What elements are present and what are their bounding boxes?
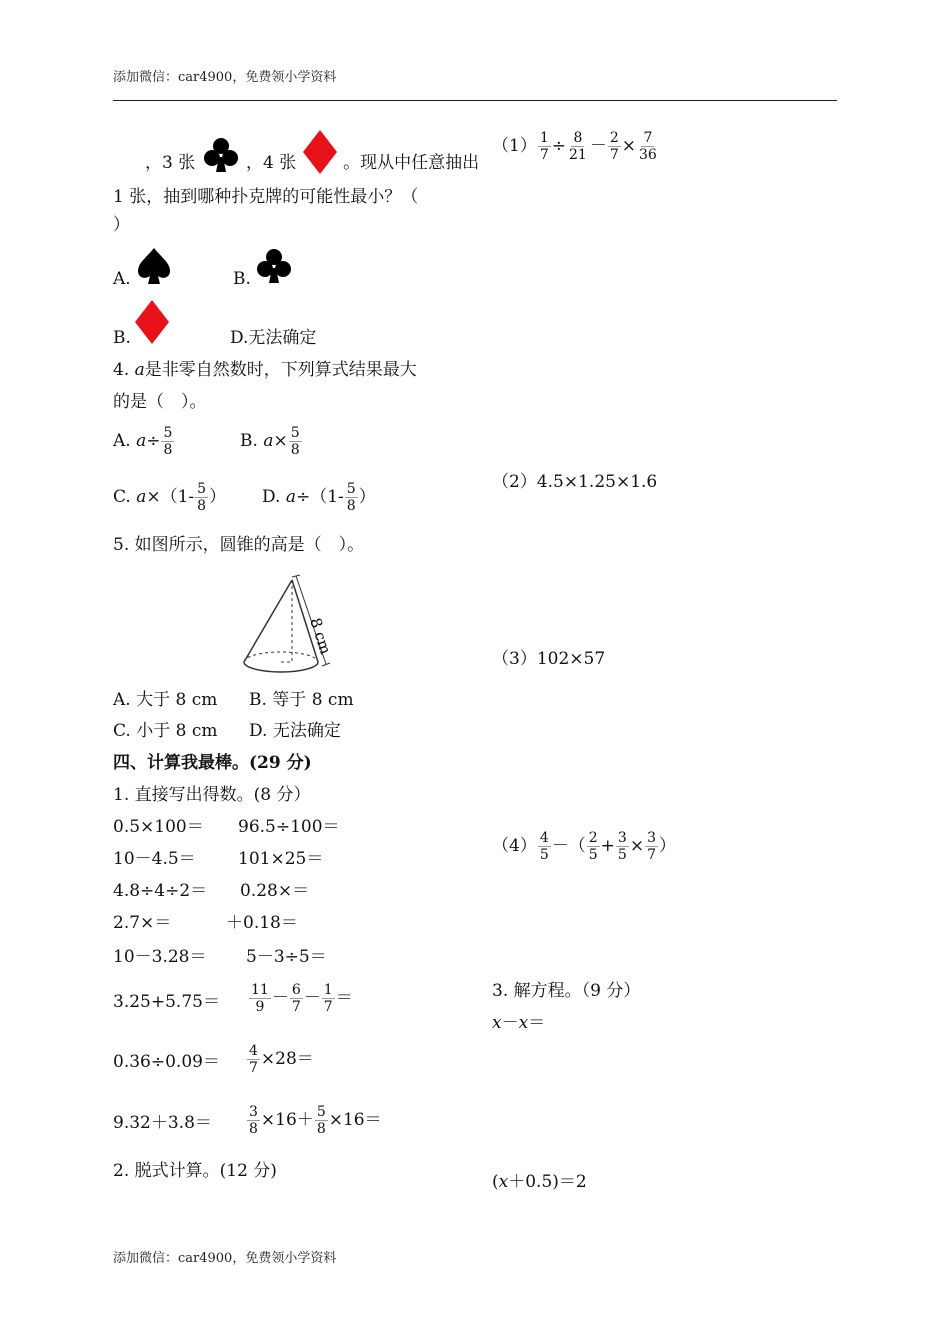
- oral-left-6: 3.25+5.75＝: [113, 992, 220, 1012]
- cone-figure: [236, 572, 336, 680]
- q3-option-b: B.: [233, 269, 251, 289]
- oral-right-4: ＋0.18＝: [226, 913, 298, 933]
- fraction: $\frac{7}{36}$: [639, 130, 657, 163]
- q4-option-c: C. a×（1- $\frac{5}{8}$ ）: [113, 481, 227, 514]
- fraction: $\frac{11}{9}$: [251, 982, 269, 1015]
- diamond-icon: [134, 299, 170, 345]
- fraction: $\frac{4}{5}$: [539, 830, 549, 863]
- oral-left-7: 0.36÷0.09＝: [113, 1052, 220, 1072]
- fraction: $\frac{3}{8}$: [249, 1104, 258, 1137]
- calc-2: （2）4.5×1.25×1.6: [492, 472, 658, 492]
- q5-option-a: A. 大于 8 cm: [113, 690, 218, 710]
- page-header: 添加微信：car4900，免费领小学资料: [113, 70, 337, 85]
- header-rule: [113, 100, 837, 101]
- sub-question-1: 1. 直接写出得数。(8 分）: [113, 785, 311, 805]
- oral-right-7: $\frac{4}{7}$ ×28＝: [249, 1043, 314, 1076]
- fraction: $\frac{4}{7}$: [249, 1043, 258, 1076]
- diamond-icon: [302, 129, 338, 175]
- cone-slant-label: 8 cm: [306, 615, 335, 657]
- fraction: $\frac{5}{8}$: [197, 481, 207, 514]
- fraction: $\frac{8}{21}$: [569, 130, 587, 163]
- q3-text-c: 。现从中任意抽出: [343, 153, 480, 173]
- q3-option-c: B.: [113, 328, 131, 348]
- fraction: $\frac{1}{7}$: [323, 982, 333, 1015]
- fraction: $\frac{5}{8}$: [346, 481, 356, 514]
- oral-left-8: 9.32＋3.8＝: [113, 1113, 212, 1133]
- q3-text-b: ，4 张: [246, 153, 297, 173]
- calc-3: （3）102×57: [492, 649, 606, 669]
- fraction: $\frac{1}{7}$: [539, 130, 549, 163]
- club-icon: [201, 135, 241, 175]
- oral-right-5: 5－3÷5＝: [246, 947, 327, 967]
- q4-option-a: A. a÷ $\frac{5}{8}$: [113, 425, 173, 458]
- oral-left-4: 2.7×＝: [113, 913, 172, 933]
- q4-option-d: D. a÷（1- $\frac{5}{8}$ ）: [262, 481, 376, 514]
- oral-left-1: 0.5×100＝: [113, 817, 204, 837]
- oral-right-8: $\frac{3}{8}$ ×16＋ $\frac{5}{8}$ ×16＝: [249, 1104, 382, 1137]
- oral-right-1: 96.5÷100＝: [238, 817, 340, 837]
- q5-option-d: D. 无法确定: [249, 721, 341, 741]
- sub-question-3: 3. 解方程。（9 分）: [492, 981, 641, 1001]
- q3-text-a: ，3 张: [145, 153, 196, 173]
- fraction: $\frac{5}{8}$: [163, 425, 173, 458]
- sub-question-2: 2. 脱式计算。(12 分): [113, 1161, 277, 1181]
- oral-left-5: 10－3.28＝: [113, 947, 207, 967]
- fraction: $\frac{3}{5}$: [617, 830, 627, 863]
- fraction: $\frac{5}{8}$: [290, 425, 300, 458]
- q4-line2: 的是（ ）。: [113, 392, 207, 412]
- fraction: $\frac{5}{8}$: [316, 1104, 326, 1137]
- q3-line3: ）: [113, 215, 130, 235]
- section-title: 四、计算我最棒。(29 分): [113, 753, 312, 773]
- fraction: $\frac{2}{5}$: [588, 830, 598, 863]
- oral-left-3: 4.8÷4÷2＝: [113, 881, 208, 901]
- q3-option-d: D.无法确定: [230, 328, 317, 348]
- page-footer: 添加微信：car4900，免费领小学资料: [113, 1251, 337, 1266]
- spade-icon: [136, 246, 172, 286]
- q4-option-b: B. a× $\frac{5}{8}$: [240, 425, 300, 458]
- oral-right-6: $\frac{11}{9}$ － $\frac{6}{7}$ － $\frac{1}{7}$ ＝: [251, 982, 353, 1015]
- club-icon: [254, 246, 294, 286]
- fraction: $\frac{6}{7}$: [291, 982, 301, 1015]
- oral-right-2: 101×25＝: [238, 849, 324, 869]
- q5-question: 5. 如图所示，圆锥的高是（ ）。: [113, 535, 365, 555]
- q3-line2: 1 张，抽到哪种扑克牌的可能性最小？（: [113, 187, 419, 207]
- calc-1: （1） $\frac{1}{7}$ ÷ $\frac{8}{21}$ － $\frac{2}{7}$ × $\frac{7}{36}$: [492, 130, 657, 163]
- q3-option-a: A.: [113, 269, 131, 289]
- oral-left-2: 10－4.5＝: [113, 849, 196, 869]
- q3-line1: [145, 152, 479, 175]
- equation-2: (x＋0.5)＝2: [492, 1172, 587, 1192]
- q5-option-c: C. 小于 8 cm: [113, 721, 218, 741]
- calc-4: （4） $\frac{4}{5}$ －（ $\frac{2}{5}$ + $\frac{3}{5}$ × $\frac{3}{7}$ ）: [492, 830, 677, 863]
- fraction: $\frac{2}{7}$: [609, 130, 619, 163]
- fraction: $\frac{3}{7}$: [647, 830, 657, 863]
- oral-right-3: 0.28×＝: [240, 881, 310, 901]
- q5-option-b: B. 等于 8 cm: [249, 690, 354, 710]
- equation-1: x－x＝: [492, 1013, 546, 1033]
- q4-variable: a: [134, 360, 145, 380]
- q4-line1: 4. a是非零自然数时，下列算式结果最大: [113, 360, 417, 380]
